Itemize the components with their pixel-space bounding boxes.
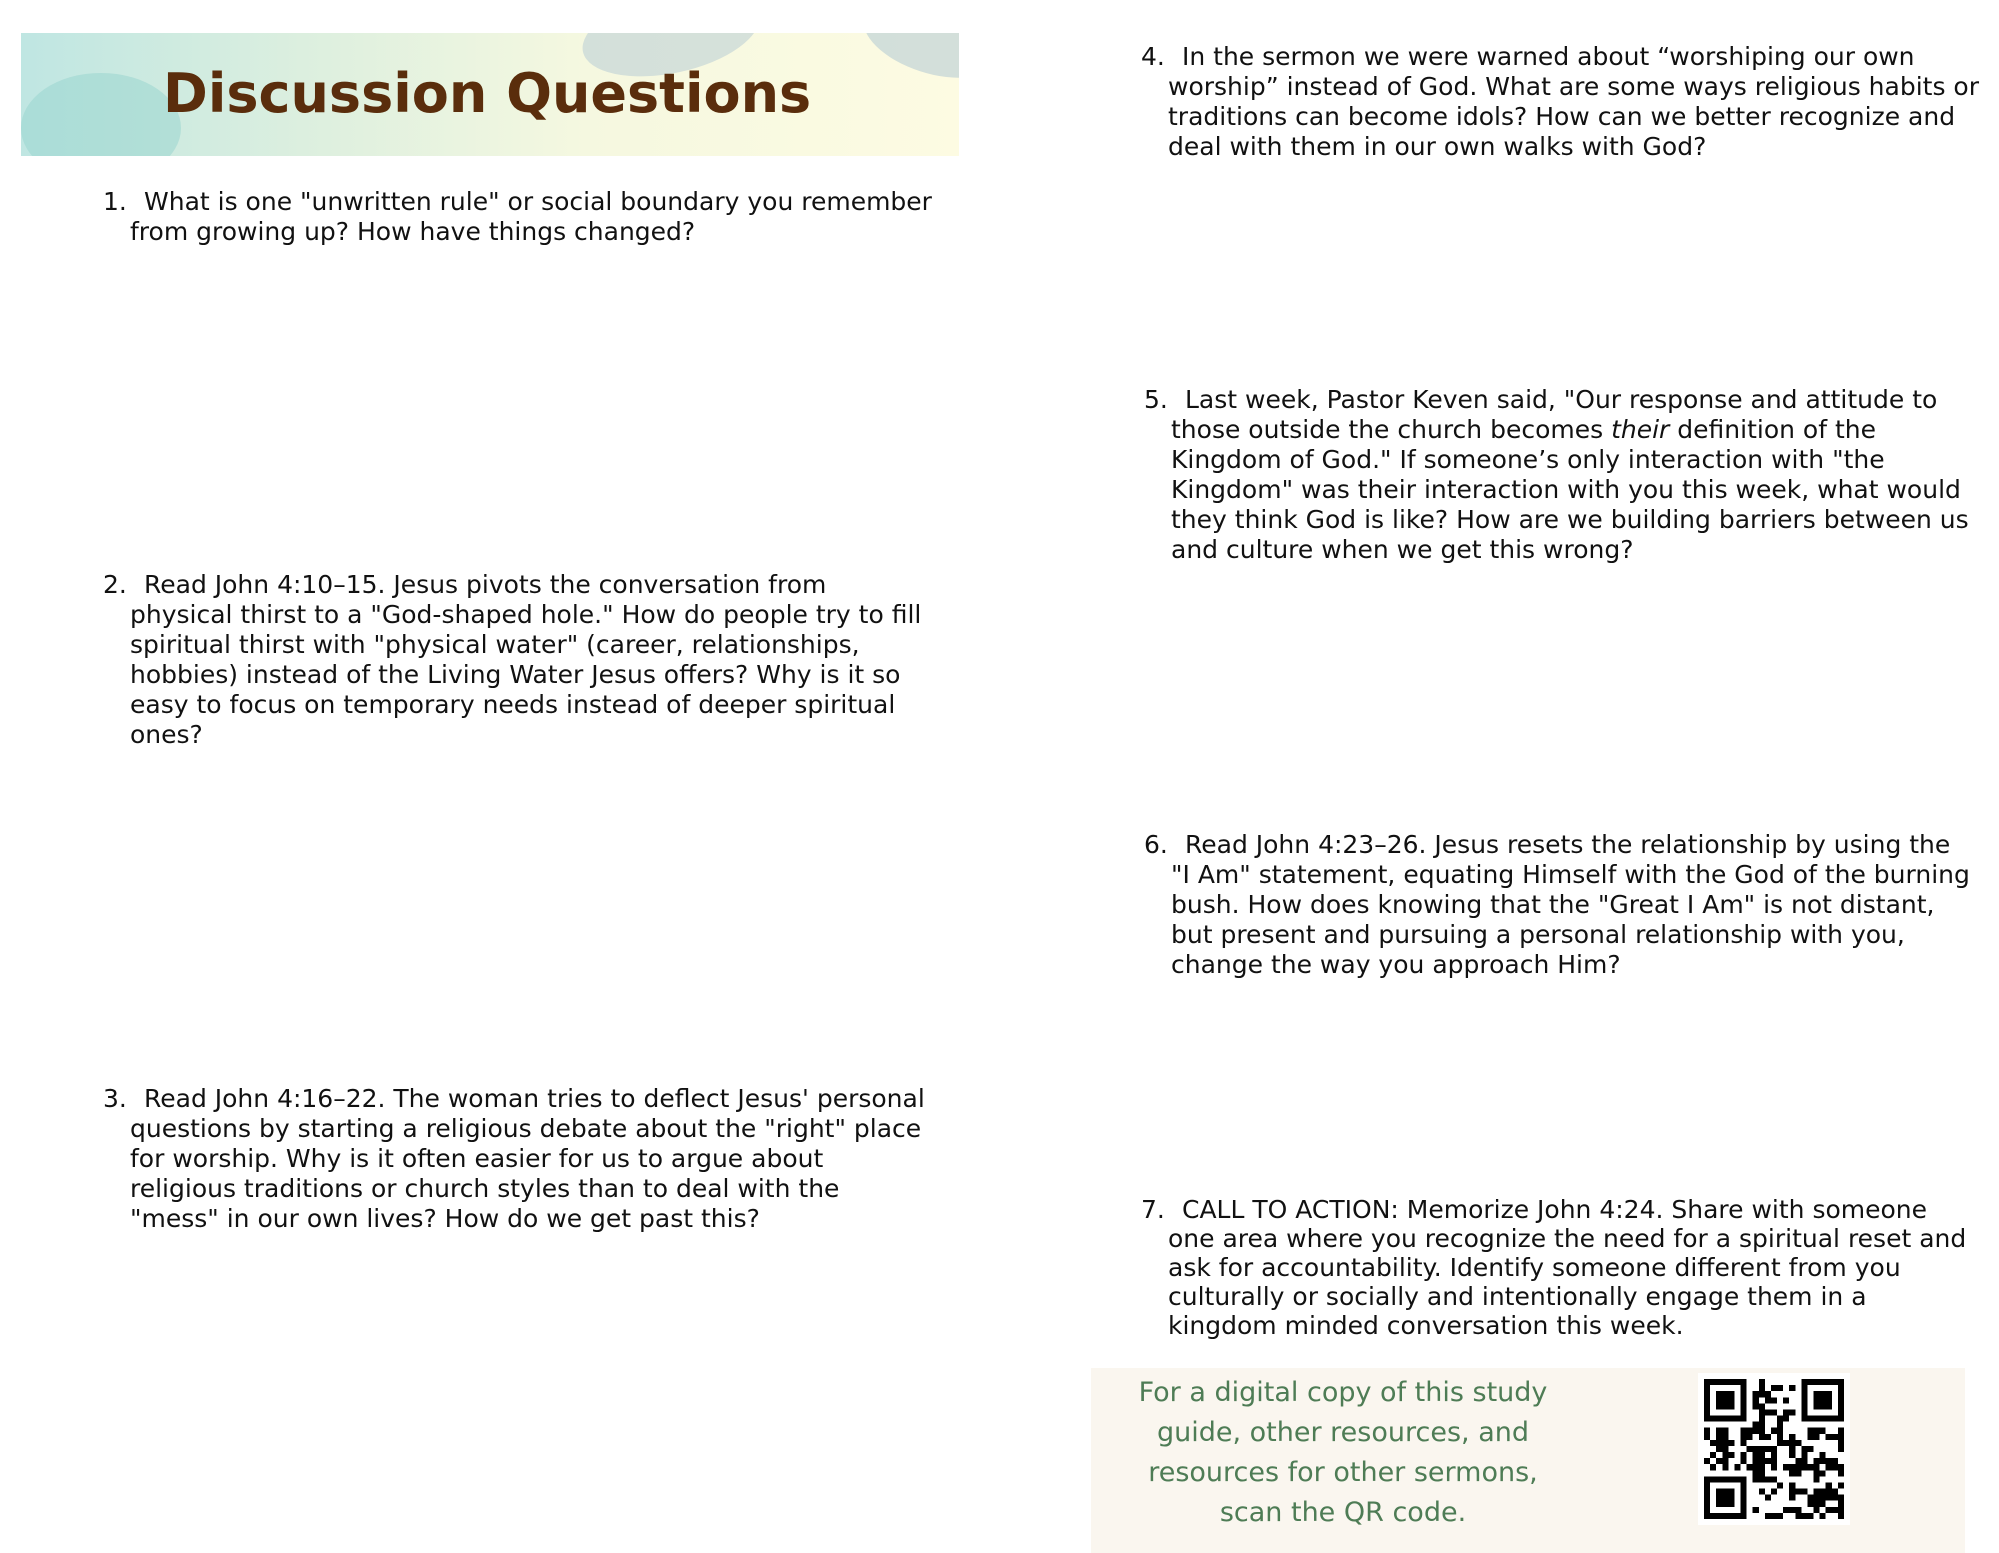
qr-code-icon[interactable] [1698, 1373, 1850, 1525]
question-number: 4. [1141, 42, 1165, 71]
question-3 [103, 1084, 930, 1234]
question-6 [1144, 830, 1971, 980]
question-text: definition of the Kingdom of God." If someone’s only interaction with "the Kingdom" was their interaction with you this week, what would they think God is like? How are we building barriers between us and culture when we get this wrong? [1171, 415, 1969, 564]
question-7 [1141, 1195, 1978, 1340]
question-5 [1144, 385, 1986, 565]
question-text: Read John 4:23–26. Jesus resets the relationship by using the "I Am" statement, equating Himself with the God of the burning bush. How does knowing that the "Great I Am" is not distant, but present and pursuing a personal relationship with you, change the way you approach Him? [1171, 830, 1970, 979]
question-number: 1. [103, 187, 127, 216]
question-number: 5. [1144, 385, 1168, 414]
page-title: Discussion Questions [163, 62, 812, 125]
question-2 [103, 570, 930, 750]
header-banner [21, 33, 959, 156]
question-text: What is one "unwritten rule" or social boundary you remember from growing up? How have things changed? [130, 187, 932, 246]
question-emphasis: their [1611, 415, 1670, 444]
question-number: 3. [103, 1084, 127, 1113]
question-number: 6. [1144, 830, 1168, 859]
question-text: CALL TO ACTION: Memorize John 4:24. Share with someone one area where you recognize the need for a spiritual reset and ask for accountability. Identify someone different from you culturally or socially and intentionally engage them in a kingdom minded conversation this week. [1168, 1195, 1967, 1340]
footer-text: For a digital copy of this study guide, other resources, and resources for other sermons, scan the QR code. [1138, 1377, 1548, 1528]
question-number: 2. [103, 570, 127, 599]
watercolor-decoration [21, 73, 181, 156]
question-text: Last week, Pastor Keven said, "Our response and attitude to those outside the church becomes [1171, 385, 1938, 444]
question-text: Read John 4:16–22. The woman tries to deflect Jesus' personal questions by starting a religious debate about the "right" place for worship. Why is it often easier for us to argue about religious traditions or church styles than to deal with the "mess" in our own lives? How do we get past this? [130, 1084, 925, 1233]
question-text: In the sermon we were warned about “worshiping our own worship” instead of God. What are some ways religious habits or traditions can become idols? How can we better recognize and deal with them in our own walks with God? [1168, 42, 1980, 161]
question-number: 7. [1141, 1195, 1165, 1224]
question-4 [1141, 42, 1983, 162]
question-1 [103, 187, 950, 247]
watercolor-decoration [854, 33, 959, 93]
question-text: Read John 4:10–15. Jesus pivots the conversation from physical thirst to a "God-shaped hole." How do people try to fill spiritual thirst with "physical water" (career, relationships, hobbies) instead of the Living Water Jesus offers? Why is it so easy to focus on temporary needs instead of deeper spiritual ones? [130, 570, 922, 749]
